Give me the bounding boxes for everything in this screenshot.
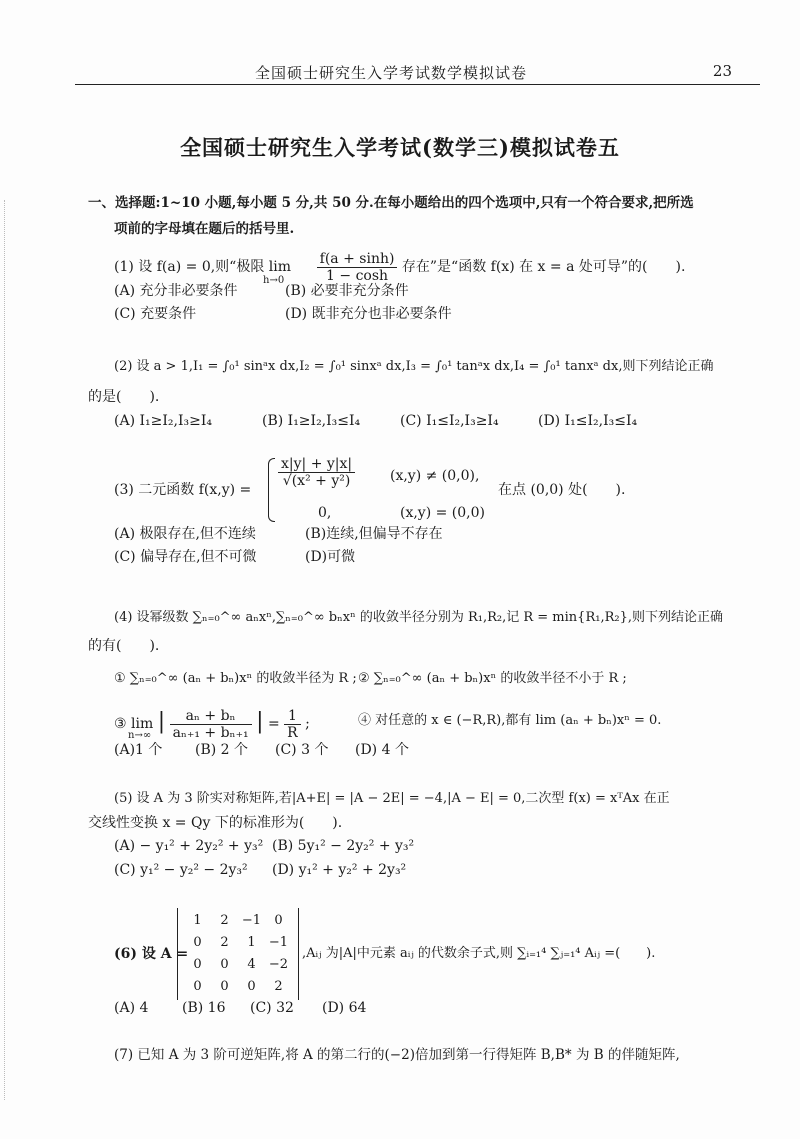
q3-option-a: (A) 极限存在,但不连续 — [114, 526, 256, 542]
q6-matrix-cell: 0 — [193, 956, 202, 972]
q6-matrix-row — [184, 909, 292, 931]
q5-option-d: (D) y₁² + y₂² + 2y₃² — [272, 862, 407, 878]
q6-matrix-cell: 0 — [193, 978, 202, 994]
q6-matrix-cell: 0 — [274, 912, 283, 928]
q1-pre: (1) 设 f(a) = 0,则“极限 lim — [114, 259, 292, 275]
question-4-line2: 的有( ). — [88, 638, 160, 654]
q4-s3-result-den: R — [287, 724, 298, 741]
q3-pre: (3) 二元函数 f(x,y) = — [114, 482, 252, 498]
q2-option-d: (D) I₁≤I₂,I₃≤I₄ — [538, 413, 638, 429]
q2-option-b: (B) I₁≥I₂,I₃≤I₄ — [262, 413, 361, 429]
q6-matrix-cell: 1 — [193, 912, 202, 928]
q3-piecewise-brace — [268, 458, 275, 522]
q6-post: ,Aᵢⱼ 为|A|中元素 aᵢⱼ 的代数余子式,则 ∑ᵢ₌₁⁴ ∑ⱼ₌₁⁴ Aᵢⱼ =( ). — [302, 946, 656, 961]
q5-option-c: (C) y₁² − y₂² − 2y₃² — [114, 862, 248, 878]
q4-s3-lim-sub: n→∞ — [128, 730, 152, 741]
q5-option-a: (A) − y₁² + 2y₂² + y₃² — [114, 838, 264, 854]
q6-matrix-row — [184, 931, 292, 953]
q1-option-a: (A) 充分非必要条件 — [114, 283, 238, 299]
q4-s3-pre: ③ lim — [114, 716, 154, 732]
q3-case1-denominator: √(x² + y²) — [282, 473, 351, 489]
q6-matrix-cell: 4 — [247, 956, 256, 972]
q4-statement-1: ① ∑ₙ₌₀^∞ (aₙ + bₙ)xⁿ 的收敛半径为 R ; — [114, 671, 357, 686]
question-7-line1: (7) 已知 A 为 3 阶可逆矩阵,将 A 的第二行的(−2)倍加到第一行得矩阵 B,B* 为 B 的伴随矩阵, — [114, 1047, 680, 1063]
q4-option-a: (A)1 个 — [114, 742, 163, 758]
q2-option-c: (C) I₁≤I₂,I₃≥I₄ — [400, 413, 499, 429]
q1-post: 存在”是“函数 f(x) 在 x = a 处可导”的( ). — [401, 259, 686, 275]
q3-option-c: (C) 偏导存在,但不可微 — [114, 549, 257, 565]
q6-matrix-cell: 0 — [220, 956, 229, 972]
q6-matrix-row — [184, 953, 292, 975]
question-5-line2: 交线性变换 x = Qy 下的标准形为( ). — [88, 815, 343, 831]
q6-matrix-cell: 0 — [193, 934, 202, 950]
q4-option-d: (D) 4 个 — [355, 742, 409, 758]
question-4-line1: (4) 设幂级数 ∑ₙ₌₀^∞ aₙxⁿ,∑ₙ₌₀^∞ bₙxⁿ 的收敛半径分别为 R₁,R₂,记 R = min{R₁,R₂},则下列结论正确 — [114, 610, 723, 625]
q6-matrix-cell: 0 — [220, 978, 229, 994]
q1-option-d: (D) 既非充分也非必要条件 — [285, 306, 452, 322]
q4-s3-numerator: aₙ + bₙ — [170, 708, 252, 725]
q4-statement-3: ③ lim | $\frac{\text{aₙ + bₙ}}{\text{aₙ₊₁ + bₙ₊₁}}$ | = $\frac{1}{R}$ ; — [114, 707, 310, 741]
q1-numerator: f(a + sinh) — [317, 251, 398, 268]
q3-case1-condition: (x,y) ≠ (0,0), — [390, 468, 480, 484]
q6-option-c: (C) 32 — [250, 1000, 294, 1016]
q1-lim-sub: h→0 — [263, 275, 285, 286]
q1-fraction — [317, 251, 398, 284]
q6-matrix-cell: 2 — [220, 934, 229, 950]
q4-statement-4: ④ 对任意的 x ∈ (−R,R),都有 lim (aₙ + bₙ)xⁿ = 0. — [358, 713, 662, 728]
q6-option-b: (B) 16 — [182, 1000, 226, 1016]
section-heading-line2: 项前的字母填在题后的括号里. — [114, 221, 295, 237]
q6-matrix-row — [184, 975, 292, 997]
q4-s3-result — [284, 708, 301, 741]
q4-s3-result-num: 1 — [284, 708, 301, 725]
q4-statement-2: ② ∑ₙ₌₀^∞ (aₙ + bₙ)xⁿ 的收敛半径不小于 R ; — [358, 671, 627, 686]
q3-case2-value: 0, — [318, 505, 332, 521]
q6-matrix-cell: −1 — [241, 912, 262, 928]
q4-option-b: (B) 2 个 — [195, 742, 249, 758]
q1-option-b: (B) 必要非充分条件 — [285, 283, 409, 299]
q1-option-c: (C) 充要条件 — [114, 306, 197, 322]
question-2-line1: (2) 设 a > 1,I₁ = ∫₀¹ sinᵃx dx,I₂ = ∫₀¹ sinxᵃ dx,I₃ = ∫₀¹ tanᵃx dx,I₄ = ∫₀¹ tanxᵃ dx,则下列结论正确 — [114, 359, 714, 374]
header-title: 全国硕士研究生入学考试数学模拟试卷 — [255, 64, 528, 82]
page-header — [75, 60, 760, 85]
q4-option-c: (C) 3 个 — [275, 742, 329, 758]
q6-matrix-cell: −2 — [268, 956, 289, 972]
q3-option-d: (D)可微 — [305, 549, 356, 565]
exam-title: 全国硕士研究生入学考试(数学三)模拟试卷五 — [180, 135, 620, 160]
q3-case2-condition: (x,y) = (0,0) — [400, 505, 485, 521]
section-heading-line1: 一、选择题:1~10 小题,每小题 5 分,共 50 分.在每小题给出的四个选项中,只有一个符合要求,把所选 — [88, 195, 694, 211]
q6-matrix-cell: 2 — [220, 912, 229, 928]
q3-case1 — [278, 456, 355, 489]
q6-matrix-cell: −1 — [268, 934, 289, 950]
question-5-line1: (5) 设 A 为 3 阶实对称矩阵,若|A+E| = |A − 2E| = −4,|A − E| = 0,二次型 f(x) = xᵀAx 在正 — [114, 791, 670, 806]
q6-option-d: (D) 64 — [322, 1000, 367, 1016]
q1-denominator: 1 − cosh — [326, 267, 389, 284]
q2-option-a: (A) I₁≥I₂,I₃≥I₄ — [114, 413, 212, 429]
q6-matrix-cell: 0 — [247, 978, 256, 994]
q6-matrix-cell: 1 — [247, 934, 256, 950]
margin-binding-dots — [4, 200, 7, 1100]
q3-post: 在点 (0,0) 处( ). — [498, 482, 626, 498]
q3-option-b: (B)连续,但偏导不存在 — [305, 526, 443, 542]
q6-matrix — [177, 908, 299, 1000]
q6-pre: (6) 设 A = — [114, 946, 189, 962]
q5-option-b: (B) 5y₁² − 2y₂² + y₃² — [272, 838, 415, 854]
q4-s3-fraction — [170, 708, 252, 741]
page-number: 23 — [712, 62, 732, 80]
q6-option-a: (A) 4 — [114, 1000, 149, 1016]
q6-matrix-table — [184, 909, 292, 997]
q3-case1-numerator: x|y| + y|x| — [278, 456, 355, 473]
q6-matrix-cell: 2 — [274, 978, 283, 994]
q3-case1-fraction — [278, 456, 355, 489]
question-2-line2: 的是( ). — [88, 389, 160, 405]
q4-s3-denominator: aₙ₊₁ + bₙ₊₁ — [172, 724, 249, 741]
